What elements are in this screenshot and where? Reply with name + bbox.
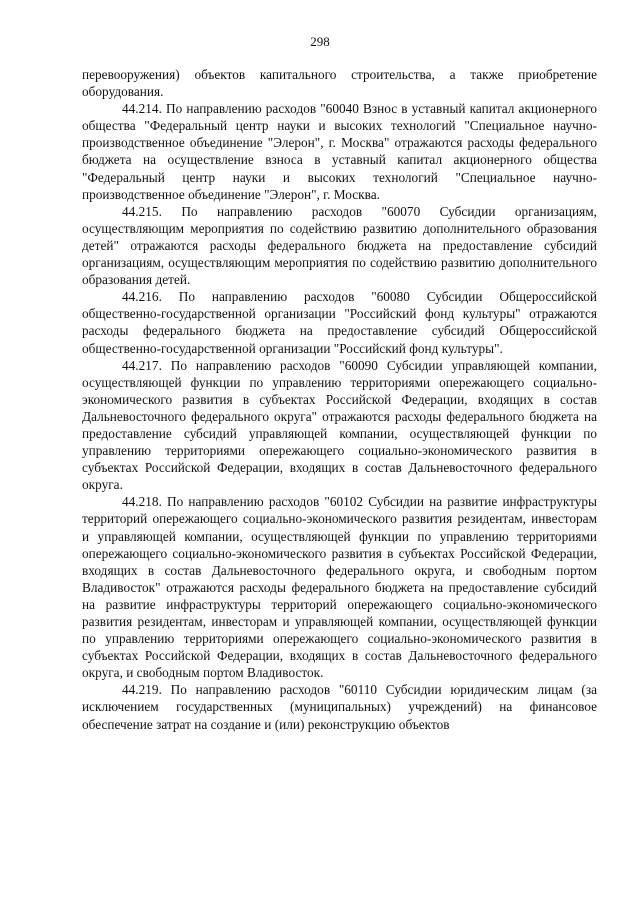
paragraph-44-218: 44.218. По направлению расходов "60102 Субсидии на развитие инфраструктуры территорий опережающего социально-экономического развития резидентам, инвесторам и управляющей компании, осуществляющей функции по управлению территориями опережающего социально-экономического развития в субъектах Российской Федерации, входящих в состав Дальневосточного федерального округа, и свободным портом Владивосток" отражаются расходы федерального бюджета на предоставление субсидий на развитие инфраструктуры территорий опережающего социально-экономического развития резидентам, инвесторам и управляющей компании, осуществляющей функции по управлению территориями опережающего социально-экономического развития в субъектах Российской Федерации, входящих в состав Дальневосточного федерального округа, и свободным портом Владивосток.: [82, 494, 597, 681]
paragraph-44-215: 44.215. По направлению расходов "60070 Субсидии организациям, осуществляющим мероприятия по содействию развитию дополнительного образования детей" отражаются расходы федерального бюджета на предоставление субсидий организациям, осуществляющим мероприятия по содействию развитию дополнительного образования детей.: [82, 203, 597, 288]
paragraph-44-219: 44.219. По направлению расходов "60110 Субсидии юридическим лицам (за исключением государственных (муниципальных) учреждений) на финансовое обеспечение затрат на создание и (или) реконструкцию объектов: [82, 682, 597, 732]
paragraph-44-216: 44.216. По направлению расходов "60080 Субсидии Общероссийской общественно-государственной организации "Российский фонд культуры" отражаются расходы федерального бюджета на предоставление субсидий Общероссийской общественно-государственной организации "Российский фонд культуры".: [82, 289, 597, 356]
paragraph-continuation: перевооружения) объектов капитального строительства, а также приобретение оборудования.: [82, 67, 597, 100]
paragraph-44-214: 44.214. По направлению расходов "60040 Взнос в уставный капитал акционерного общества "Федеральный центр науки и высоких технологий "Специальное научно-производственное объединение "Элерон", г. Москва" отражаются расходы федерального бюджета на осуществление взноса в уставный капитал акционерного общества "Федеральный центр науки и высоких технологий "Специальное научно-производственное объединение "Элерон", г. Москва.: [82, 101, 597, 202]
document-body: [82, 66, 597, 733]
paragraph-44-217: 44.217. По направлению расходов "60090 Субсидии управляющей компании, осуществляющей функции по управлению территориями опережающего социально-экономического развития в субъектах Российской Федерации, входящих в состав Дальневосточного федерального округа" отражаются расходы федерального бюджета на предоставление субсидий управляющей компании, осуществляющей функции по управлению территориями опережающего социально-экономического развития в субъектах Российской Федерации, входящих в состав Дальневосточного федерального округа.: [82, 357, 597, 493]
page-number: 298: [310, 34, 330, 49]
